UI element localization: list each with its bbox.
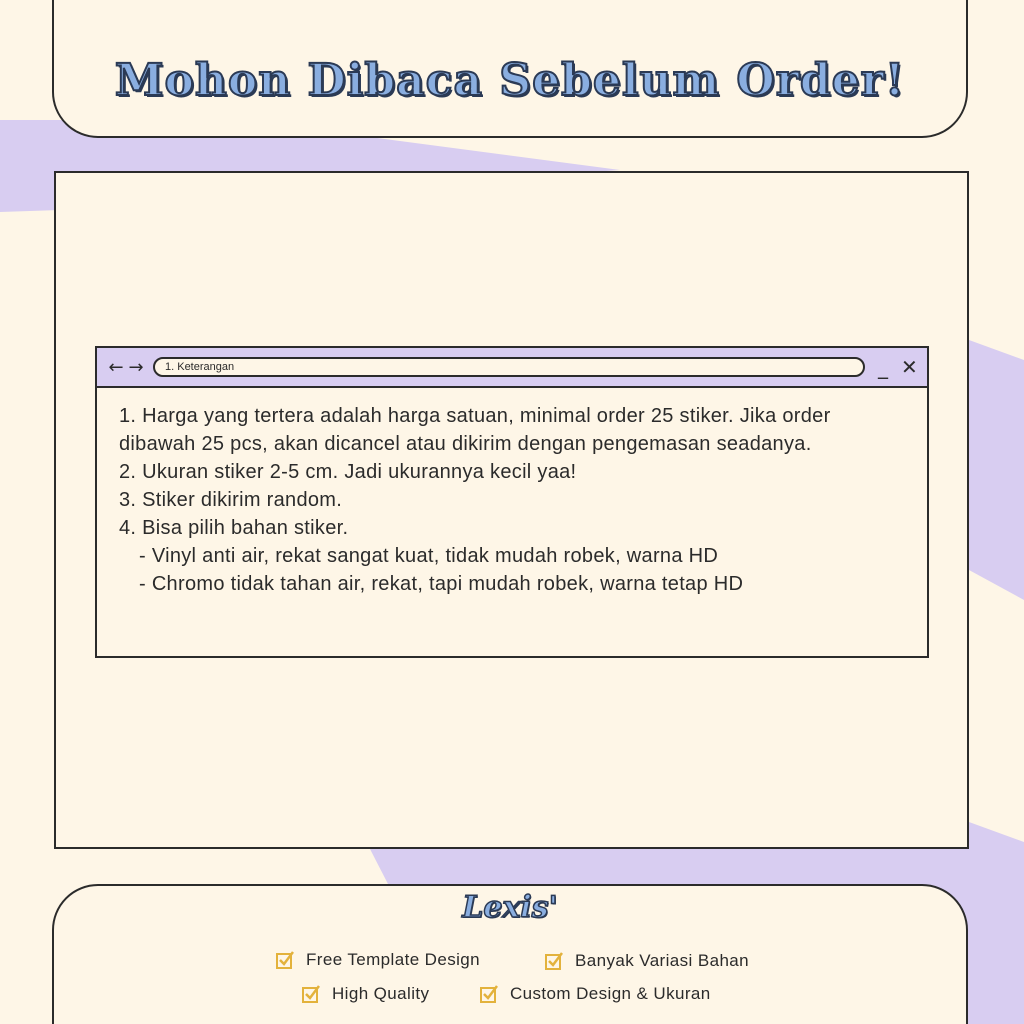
checkbox-check-icon (302, 985, 320, 1003)
brand-logo: Lexis' (462, 890, 558, 925)
browser-window (95, 346, 929, 658)
header-card (52, 0, 968, 138)
info-subline-vinyl: - Vinyl anti air, rekat sangat kuat, tidak mudah robek, warna HD (139, 545, 719, 567)
address-bar[interactable]: 1. Keterangan (153, 357, 865, 377)
checkbox-check-icon (276, 951, 294, 969)
footer-card (52, 884, 968, 1024)
feature-label: Free Template Design (306, 950, 480, 969)
feature-label: Banyak Variasi Bahan (575, 951, 750, 970)
window-controls (875, 357, 917, 377)
feature-label: Custom Design & Ukuran (510, 984, 711, 1003)
feature-item (302, 984, 429, 1004)
checkbox-check-icon (545, 952, 563, 970)
window-content (97, 388, 927, 598)
info-line-1: 1. Harga yang tertera adalah harga satuan, minimal order 25 stiker. Jika order dibawah 25 pcs, akan dicancel atau dikirim dengan pengemasan seadanya. (119, 405, 831, 455)
page-title: Mohon Dibaca Sebelum Order! (114, 55, 906, 106)
feature-item (480, 984, 711, 1004)
back-arrow-icon[interactable]: ← (108, 356, 124, 378)
info-line-3: 3. Stiker dikirim random. (119, 489, 343, 511)
info-line-2: 2. Ukuran stiker 2-5 cm. Jadi ukurannya kecil yaa! (119, 461, 577, 483)
nav-arrows (107, 357, 145, 378)
feature-label: High Quality (332, 984, 430, 1003)
info-line-4: 4. Bisa pilih bahan stiker. (119, 517, 349, 539)
feature-item (545, 951, 749, 971)
minimize-icon[interactable]: _ (878, 355, 888, 379)
close-icon[interactable]: ✕ (901, 355, 918, 379)
window-title-bar (97, 348, 927, 388)
forward-arrow-icon[interactable]: → (128, 356, 144, 378)
feature-item (276, 950, 480, 970)
checkbox-check-icon (480, 985, 498, 1003)
info-subline-chromo: - Chromo tidak tahan air, rekat, tapi mudah robek, warna tetap HD (139, 573, 744, 595)
